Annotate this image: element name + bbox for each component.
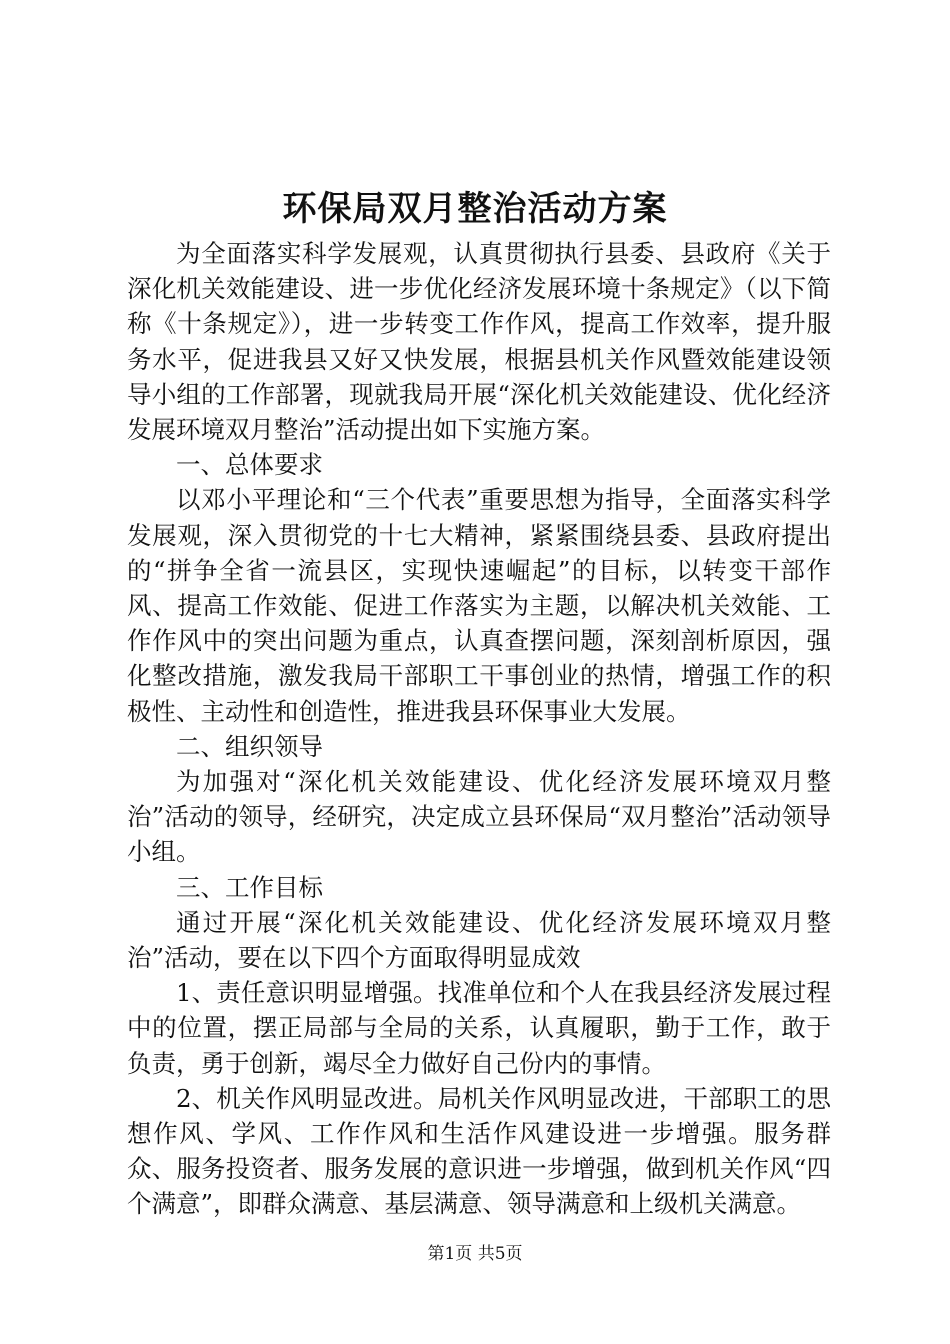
section-heading-3: 三、工作目标 xyxy=(176,872,323,902)
paragraph-goal-1: 1、责任意识明显增强。找准单位和个人在我县经济发展过程中的位置，摆正局部与全局的关系，认真履职，勤于工作，敢于负责，勇于创新，竭尽全力做好自己份内的事情。 xyxy=(127,978,831,1078)
document-body xyxy=(127,236,831,1222)
section-heading-2: 二、组织领导 xyxy=(176,731,323,761)
paragraph-intro: 为全面落实科学发展观，认真贯彻执行县委、县政府《关于深化机关效能建设、进一步优化经济发展环境十条规定》（以下简称《十条规定》），进一步转变工作作风，提高工作效率，提升服务水平，促进我县又好又快发展，根据县机关作风暨效能建设领导小组的工作部署，现就我局开展“深化机关效能建设、优化经济发展环境双月整治”活动提出如下实施方案。 xyxy=(127,239,831,445)
paragraph-goals-intro: 通过开展“深化机关效能建设、优化经济发展环境双月整治”活动，要在以下四个方面取得明显成效 xyxy=(127,907,831,973)
page-footer: 第1页 共5页 xyxy=(427,1244,523,1264)
document-title: 环保局双月整治活动方案 xyxy=(282,189,668,229)
paragraph-general-requirements: 以邓小平理论和“三个代表”重要思想为指导，全面落实科学发展观，深入贯彻党的十七大精神，紧紧围绕县委、县政府提出的“拼争全省一流县区，实现快速崛起”的目标，以转变干部作风、提高工作效能、促进工作落实为主题，以解决机关效能、工作作风中的突出问题为重点，认真查摆问题，深刻剖析原因，强化整改措施，激发我局干部职工干事创业的热情，增强工作的积极性、主动性和创造性，推进我县环保事业大发展。 xyxy=(127,485,831,726)
paragraph-organization: 为加强对“深化机关效能建设、优化经济发展环境双月整治”活动的领导，经研究，决定成立县环保局“双月整治”活动领导小组。 xyxy=(127,767,831,867)
section-heading-1: 一、总体要求 xyxy=(176,450,323,480)
paragraph-goal-2: 2、机关作风明显改进。局机关作风明显改进，干部职工的思想作风、学风、工作作风和生活作风建设进一步增强。服务群众、服务投资者、服务发展的意识进一步增强，做到机关作风“四个满意”，即群众满意、基层满意、领导满意和上级机关满意。 xyxy=(127,1083,831,1219)
